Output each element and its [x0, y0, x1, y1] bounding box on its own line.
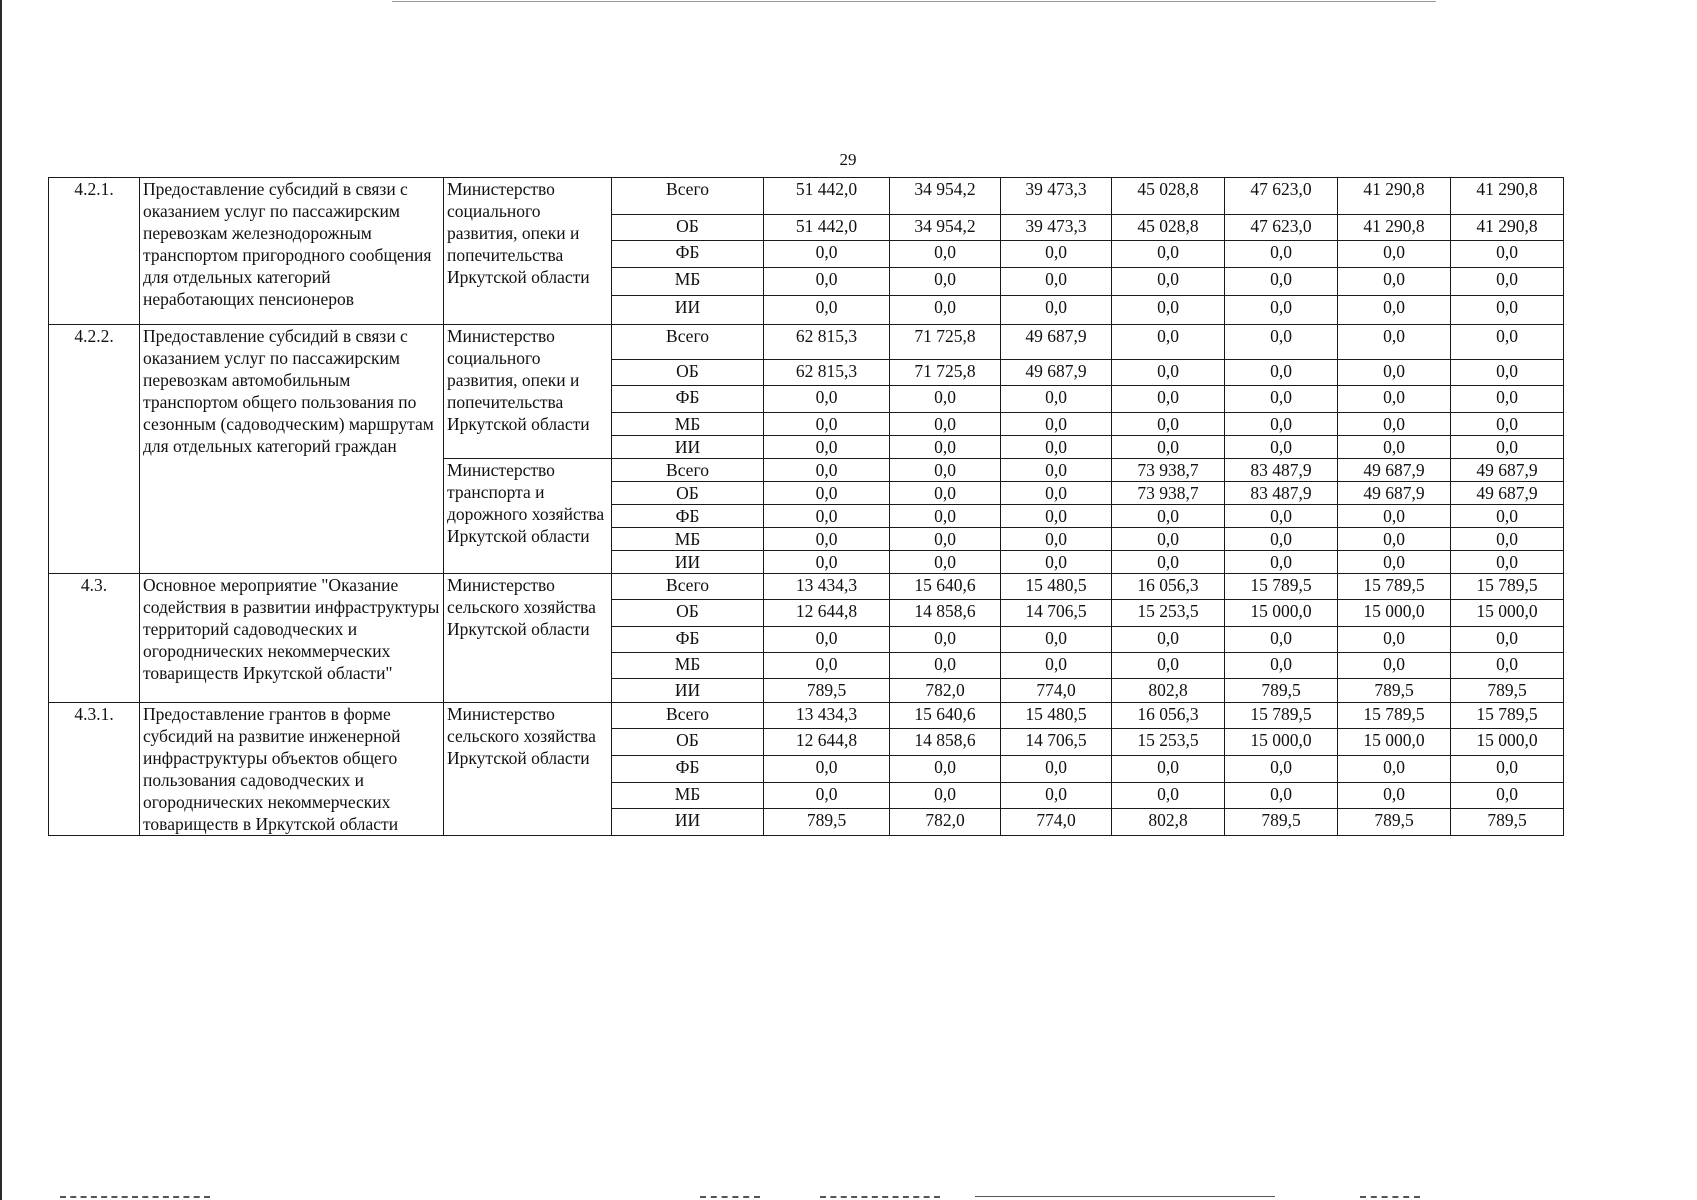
value-cell: 0,0 [1338, 528, 1451, 551]
value-cell: 14 858,6 [890, 600, 1001, 627]
value-cell: 0,0 [1112, 551, 1225, 574]
value-cell: 16 056,3 [1112, 703, 1225, 729]
value-cell: 14 706,5 [1001, 729, 1112, 756]
value-cell: 15 789,5 [1225, 574, 1338, 600]
value-cell: 0,0 [1112, 241, 1225, 268]
value-cell: 14 706,5 [1001, 600, 1112, 627]
funding-source: МБ [612, 413, 764, 436]
value-cell: 49 687,9 [1451, 482, 1564, 505]
value-cell: 0,0 [1112, 386, 1225, 413]
funding-source: Всего [612, 178, 764, 215]
value-cell: 0,0 [764, 782, 890, 808]
value-cell: 0,0 [1451, 360, 1564, 386]
value-cell: 0,0 [890, 528, 1001, 551]
funding-source: ОБ [612, 215, 764, 241]
value-cell: 0,0 [1001, 653, 1112, 679]
value-cell: 47 623,0 [1225, 178, 1338, 215]
value-cell: 0,0 [890, 459, 1001, 482]
value-cell: 0,0 [1112, 413, 1225, 436]
value-cell: 39 473,3 [1001, 215, 1112, 241]
funding-source: МБ [612, 653, 764, 679]
value-cell: 0,0 [1001, 505, 1112, 528]
executor-cell: Министерство социального развития, опеки и попечительства Иркутской области [444, 325, 612, 459]
value-cell: 0,0 [764, 551, 890, 574]
value-cell: 49 687,9 [1001, 325, 1112, 360]
value-cell: 0,0 [1225, 296, 1338, 325]
value-cell: 0,0 [1225, 413, 1338, 436]
value-cell: 15 640,6 [890, 703, 1001, 729]
value-cell: 0,0 [1225, 505, 1338, 528]
value-cell: 0,0 [1225, 325, 1338, 360]
value-cell: 12 644,8 [764, 600, 890, 627]
funding-source: ФБ [612, 627, 764, 653]
funding-source: ИИ [612, 679, 764, 703]
value-cell: 782,0 [890, 679, 1001, 703]
value-cell: 15 253,5 [1112, 729, 1225, 756]
value-cell: 49 687,9 [1451, 459, 1564, 482]
value-cell: 0,0 [1451, 413, 1564, 436]
value-cell: 0,0 [1112, 653, 1225, 679]
value-cell: 15 000,0 [1225, 600, 1338, 627]
funding-source: ОБ [612, 600, 764, 627]
value-cell: 789,5 [1338, 679, 1451, 703]
executor-cell: Министерство транспорта и дорожного хозяйства Иркутской области [444, 459, 612, 574]
value-cell: 0,0 [890, 436, 1001, 459]
item-name: Предоставление субсидий в связи с оказанием услуг по пассажирским перевозкам железнодорожным транспортом пригородного сообщения для отдельных категорий неработающих пенсионеров [140, 178, 444, 325]
value-cell: 15 789,5 [1338, 574, 1451, 600]
value-cell: 15 480,5 [1001, 574, 1112, 600]
value-cell: 0,0 [1001, 528, 1112, 551]
value-cell: 0,0 [1225, 528, 1338, 551]
value-cell: 41 290,8 [1338, 178, 1451, 215]
value-cell: 15 000,0 [1338, 600, 1451, 627]
value-cell: 0,0 [1001, 482, 1112, 505]
value-cell: 51 442,0 [764, 178, 890, 215]
value-cell: 789,5 [1451, 679, 1564, 703]
value-cell: 0,0 [764, 528, 890, 551]
item-name: Предоставление субсидий в связи с оказанием услуг по пассажирским перевозкам автомобильным транспортом общего пользования по сезонным (садоводческим) маршрутам для отдельных категорий граждан [140, 325, 444, 574]
value-cell: 0,0 [1451, 756, 1564, 782]
funding-source: МБ [612, 528, 764, 551]
value-cell: 0,0 [764, 241, 890, 268]
item-number: 4.3.1. [49, 703, 140, 836]
item-name: Основное мероприятие "Оказание содействия в развитии инфраструктуры территорий садоводческих и огороднических некоммерческих товариществ Иркутской области" [140, 574, 444, 703]
value-cell: 0,0 [764, 413, 890, 436]
value-cell: 15 000,0 [1338, 729, 1451, 756]
value-cell: 0,0 [890, 653, 1001, 679]
value-cell: 0,0 [890, 782, 1001, 808]
value-cell: 15 789,5 [1451, 703, 1564, 729]
value-cell: 0,0 [1112, 268, 1225, 296]
funding-source: Всего [612, 703, 764, 729]
value-cell: 0,0 [764, 268, 890, 296]
funding-source: ФБ [612, 505, 764, 528]
value-cell: 0,0 [1338, 325, 1451, 360]
value-cell: 0,0 [1338, 360, 1451, 386]
value-cell: 15 000,0 [1451, 600, 1564, 627]
value-cell: 15 000,0 [1225, 729, 1338, 756]
value-cell: 41 290,8 [1451, 178, 1564, 215]
value-cell: 0,0 [1451, 653, 1564, 679]
scan-dash [1360, 1196, 1420, 1198]
value-cell: 49 687,9 [1338, 482, 1451, 505]
value-cell: 0,0 [1001, 268, 1112, 296]
scan-dash [60, 1196, 210, 1198]
value-cell: 0,0 [764, 459, 890, 482]
value-cell: 0,0 [890, 296, 1001, 325]
value-cell: 45 028,8 [1112, 215, 1225, 241]
value-cell: 0,0 [764, 505, 890, 528]
value-cell: 62 815,3 [764, 325, 890, 360]
value-cell: 0,0 [1001, 627, 1112, 653]
value-cell: 83 487,9 [1225, 459, 1338, 482]
scan-edge [0, 0, 2, 1200]
table-row [49, 574, 1564, 600]
value-cell: 0,0 [1001, 413, 1112, 436]
funding-source: Всего [612, 574, 764, 600]
value-cell: 789,5 [1225, 808, 1338, 835]
value-cell: 0,0 [1001, 459, 1112, 482]
funding-source: ИИ [612, 296, 764, 325]
value-cell: 0,0 [1001, 551, 1112, 574]
value-cell: 789,5 [1451, 808, 1564, 835]
budget-table [48, 177, 1564, 836]
value-cell: 49 687,9 [1338, 459, 1451, 482]
value-cell: 13 434,3 [764, 574, 890, 600]
value-cell: 0,0 [1001, 782, 1112, 808]
value-cell: 0,0 [764, 436, 890, 459]
value-cell: 47 623,0 [1225, 215, 1338, 241]
value-cell: 789,5 [764, 679, 890, 703]
value-cell: 0,0 [1338, 551, 1451, 574]
value-cell: 15 640,6 [890, 574, 1001, 600]
value-cell: 0,0 [1001, 296, 1112, 325]
value-cell: 41 290,8 [1338, 215, 1451, 241]
executor-cell: Министерство сельского хозяйства Иркутской области [444, 703, 612, 836]
scan-top-line [392, 1, 1436, 2]
value-cell: 0,0 [1112, 528, 1225, 551]
funding-source: ФБ [612, 386, 764, 413]
value-cell: 0,0 [1451, 505, 1564, 528]
value-cell: 0,0 [890, 505, 1001, 528]
value-cell: 12 644,8 [764, 729, 890, 756]
value-cell: 0,0 [1112, 360, 1225, 386]
value-cell: 71 725,8 [890, 325, 1001, 360]
item-number: 4.2.1. [49, 178, 140, 325]
value-cell: 0,0 [1225, 653, 1338, 679]
scan-dash [700, 1196, 760, 1198]
value-cell: 0,0 [1451, 782, 1564, 808]
value-cell: 0,0 [890, 386, 1001, 413]
value-cell: 34 954,2 [890, 215, 1001, 241]
value-cell: 0,0 [764, 627, 890, 653]
item-name: Предоставление грантов в форме субсидий на развитие инженерной инфраструктуры объектов общего пользования садоводческих и огороднических некоммерческих товариществ в Иркутской области [140, 703, 444, 836]
value-cell: 0,0 [764, 653, 890, 679]
value-cell: 0,0 [1451, 241, 1564, 268]
value-cell: 0,0 [764, 386, 890, 413]
value-cell: 0,0 [1338, 627, 1451, 653]
funding-source: МБ [612, 268, 764, 296]
value-cell: 0,0 [1112, 325, 1225, 360]
value-cell: 0,0 [1112, 436, 1225, 459]
value-cell: 0,0 [764, 296, 890, 325]
funding-source: ОБ [612, 482, 764, 505]
funding-source: ИИ [612, 808, 764, 835]
value-cell: 789,5 [764, 808, 890, 835]
funding-source: Всего [612, 325, 764, 360]
value-cell: 0,0 [1225, 551, 1338, 574]
page-number: 29 [839, 150, 857, 169]
value-cell: 0,0 [1451, 436, 1564, 459]
table-row [49, 703, 1564, 729]
value-cell: 15 789,5 [1338, 703, 1451, 729]
value-cell: 0,0 [1451, 386, 1564, 413]
value-cell: 0,0 [890, 413, 1001, 436]
value-cell: 0,0 [1451, 268, 1564, 296]
value-cell: 0,0 [1112, 296, 1225, 325]
value-cell: 0,0 [1225, 386, 1338, 413]
value-cell: 0,0 [1338, 296, 1451, 325]
value-cell: 0,0 [1112, 627, 1225, 653]
value-cell: 0,0 [1001, 386, 1112, 413]
value-cell: 34 954,2 [890, 178, 1001, 215]
funding-source: ФБ [612, 241, 764, 268]
value-cell: 0,0 [1112, 756, 1225, 782]
table-row [49, 325, 1564, 360]
value-cell: 0,0 [1338, 386, 1451, 413]
scan-dash [820, 1196, 940, 1198]
value-cell: 0,0 [890, 551, 1001, 574]
value-cell: 13 434,3 [764, 703, 890, 729]
value-cell: 15 480,5 [1001, 703, 1112, 729]
value-cell: 83 487,9 [1225, 482, 1338, 505]
value-cell: 0,0 [764, 482, 890, 505]
value-cell: 0,0 [1225, 436, 1338, 459]
value-cell: 802,8 [1112, 679, 1225, 703]
executor-cell: Министерство социального развития, опеки и попечительства Иркутской области [444, 178, 612, 325]
value-cell: 41 290,8 [1451, 215, 1564, 241]
value-cell: 0,0 [1001, 436, 1112, 459]
value-cell: 0,0 [890, 268, 1001, 296]
value-cell: 802,8 [1112, 808, 1225, 835]
value-cell: 15 789,5 [1225, 703, 1338, 729]
value-cell: 73 938,7 [1112, 482, 1225, 505]
value-cell: 0,0 [890, 241, 1001, 268]
item-number: 4.2.2. [49, 325, 140, 574]
value-cell: 49 687,9 [1001, 360, 1112, 386]
value-cell: 14 858,6 [890, 729, 1001, 756]
value-cell: 789,5 [1338, 808, 1451, 835]
funding-source: ИИ [612, 436, 764, 459]
value-cell: 0,0 [1225, 241, 1338, 268]
value-cell: 0,0 [1001, 241, 1112, 268]
executor-cell: Министерство сельского хозяйства Иркутской области [444, 574, 612, 703]
value-cell: 71 725,8 [890, 360, 1001, 386]
value-cell: 0,0 [1338, 653, 1451, 679]
value-cell: 0,0 [1338, 756, 1451, 782]
value-cell: 0,0 [1338, 413, 1451, 436]
value-cell: 0,0 [1112, 505, 1225, 528]
value-cell: 0,0 [1001, 756, 1112, 782]
value-cell: 15 000,0 [1451, 729, 1564, 756]
value-cell: 0,0 [1451, 551, 1564, 574]
value-cell: 15 253,5 [1112, 600, 1225, 627]
value-cell: 0,0 [1112, 782, 1225, 808]
value-cell: 0,0 [890, 482, 1001, 505]
value-cell: 73 938,7 [1112, 459, 1225, 482]
value-cell: 45 028,8 [1112, 178, 1225, 215]
value-cell: 0,0 [1338, 436, 1451, 459]
value-cell: 0,0 [1225, 782, 1338, 808]
value-cell: 0,0 [764, 756, 890, 782]
value-cell: 0,0 [890, 756, 1001, 782]
item-number: 4.3. [49, 574, 140, 703]
value-cell: 0,0 [890, 627, 1001, 653]
value-cell: 0,0 [1451, 627, 1564, 653]
value-cell: 0,0 [1225, 268, 1338, 296]
funding-source: Всего [612, 459, 764, 482]
value-cell: 15 789,5 [1451, 574, 1564, 600]
value-cell: 0,0 [1338, 268, 1451, 296]
value-cell: 782,0 [890, 808, 1001, 835]
funding-source: ФБ [612, 756, 764, 782]
value-cell: 0,0 [1451, 325, 1564, 360]
value-cell: 62 815,3 [764, 360, 890, 386]
value-cell: 0,0 [1225, 627, 1338, 653]
funding-source: ИИ [612, 551, 764, 574]
value-cell: 0,0 [1225, 756, 1338, 782]
value-cell: 16 056,3 [1112, 574, 1225, 600]
value-cell: 0,0 [1338, 782, 1451, 808]
funding-source: МБ [612, 782, 764, 808]
value-cell: 774,0 [1001, 808, 1112, 835]
value-cell: 0,0 [1225, 360, 1338, 386]
funding-source: ОБ [612, 360, 764, 386]
value-cell: 789,5 [1225, 679, 1338, 703]
value-cell: 51 442,0 [764, 215, 890, 241]
value-cell: 774,0 [1001, 679, 1112, 703]
funding-source: ОБ [612, 729, 764, 756]
table-row [49, 178, 1564, 215]
value-cell: 0,0 [1451, 296, 1564, 325]
scan-dash [975, 1196, 1275, 1197]
value-cell: 0,0 [1338, 241, 1451, 268]
value-cell: 39 473,3 [1001, 178, 1112, 215]
value-cell: 0,0 [1451, 528, 1564, 551]
value-cell: 0,0 [1338, 505, 1451, 528]
